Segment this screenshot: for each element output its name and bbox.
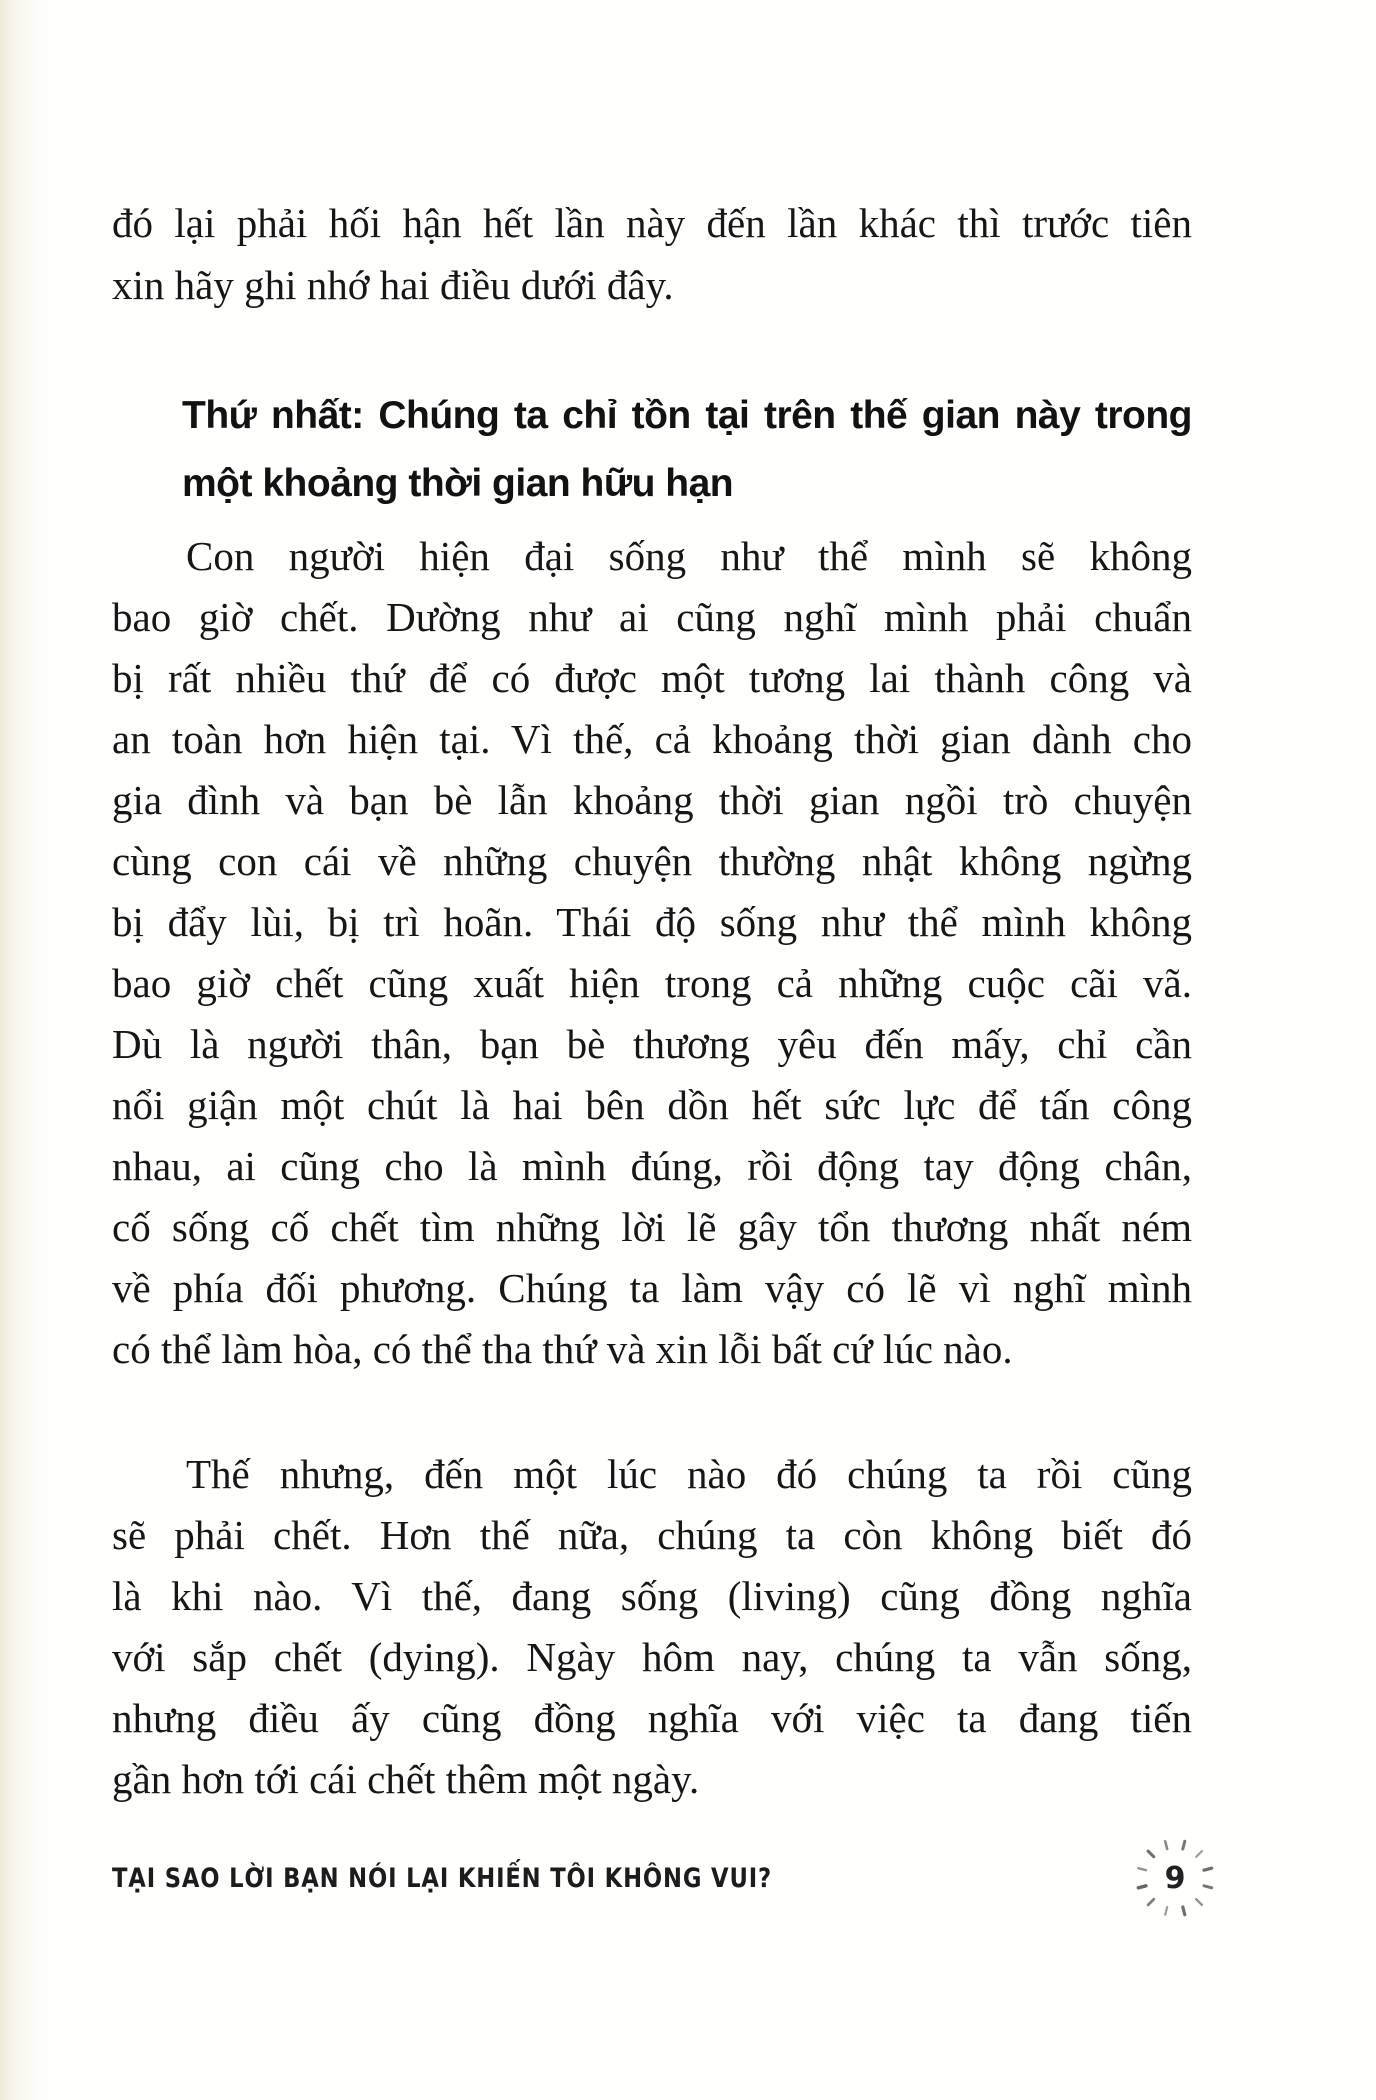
- continuation-paragraph: [112, 192, 1192, 316]
- text-line: bao giờ chết cũng xuất hiện trong cả những cuộc cãi vã.: [112, 960, 1192, 1006]
- body-paragraph-2: [112, 1444, 1192, 1810]
- running-footer: [112, 1836, 1204, 1920]
- text-line: Thế nhưng, đến một lúc nào đó chúng ta rồi cũng: [186, 1451, 1192, 1497]
- text-line: Dù là người thân, bạn bè thương yêu đến mấy, chỉ cần: [112, 1021, 1192, 1067]
- text-line: nhau, ai cũng cho là mình đúng, rồi động tay động chân,: [112, 1143, 1192, 1189]
- text-line: an toàn hơn hiện tại. Vì thế, cả khoảng thời gian dành cho: [112, 716, 1192, 762]
- heading-line: Thứ nhất: Chúng ta chỉ tồn tại trên thế gian này trong: [182, 394, 1192, 437]
- heading-line: một khoảng thời gian hữu hạn: [182, 462, 734, 505]
- text-line: gần hơn tới cái chết thêm một ngày.: [112, 1756, 700, 1802]
- body-paragraph-1: [112, 526, 1192, 1380]
- text-line: đó lại phải hối hận hết lần này đến lần khác thì trước tiên: [112, 200, 1192, 246]
- text-line: là khi nào. Vì thế, đang sống (living) cũng đồng nghĩa: [112, 1573, 1192, 1619]
- text-line: Con người hiện đại sống như thể mình sẽ không: [186, 533, 1192, 579]
- running-title: TẠI SAO LỜI BẠN NÓI LẠI KHIẾN TÔI KHÔNG VUI?: [112, 1862, 772, 1894]
- text-line: nhưng điều ấy cũng đồng nghĩa với việc ta đang tiến: [112, 1695, 1192, 1741]
- page-number: 9: [1164, 1860, 1186, 1896]
- text-line: cố sống cố chết tìm những lời lẽ gây tổn thương nhất ném: [112, 1204, 1192, 1250]
- page-content: [112, 0, 1192, 1810]
- text-line: xin hãy ghi nhớ hai điều dưới đây.: [112, 262, 674, 308]
- text-line: bao giờ chết. Dường như ai cũng nghĩ mình phải chuẩn: [112, 594, 1192, 640]
- text-line: bị đẩy lùi, bị trì hoãn. Thái độ sống như thể mình không: [112, 899, 1192, 945]
- text-line: nổi giận một chút là hai bên dồn hết sức lực để tấn công: [112, 1082, 1192, 1128]
- text-line: bị rất nhiều thứ để có được một tương lai thành công và: [112, 655, 1192, 701]
- page-number-badge: [1120, 1823, 1230, 1933]
- text-line: cùng con cái về những chuyện thường nhật không ngừng: [112, 838, 1192, 884]
- text-line: gia đình và bạn bè lẫn khoảng thời gian ngồi trò chuyện: [112, 777, 1192, 823]
- text-line: về phía đối phương. Chúng ta làm vậy có lẽ vì nghĩ mình: [112, 1265, 1192, 1311]
- section-heading: [112, 382, 1192, 518]
- text-line: với sắp chết (dying). Ngày hôm nay, chúng ta vẫn sống,: [112, 1634, 1192, 1680]
- text-line: có thể làm hòa, có thể tha thứ và xin lỗi bất cứ lúc nào.: [112, 1326, 1013, 1372]
- text-line: sẽ phải chết. Hơn thế nữa, chúng ta còn không biết đó: [112, 1512, 1192, 1558]
